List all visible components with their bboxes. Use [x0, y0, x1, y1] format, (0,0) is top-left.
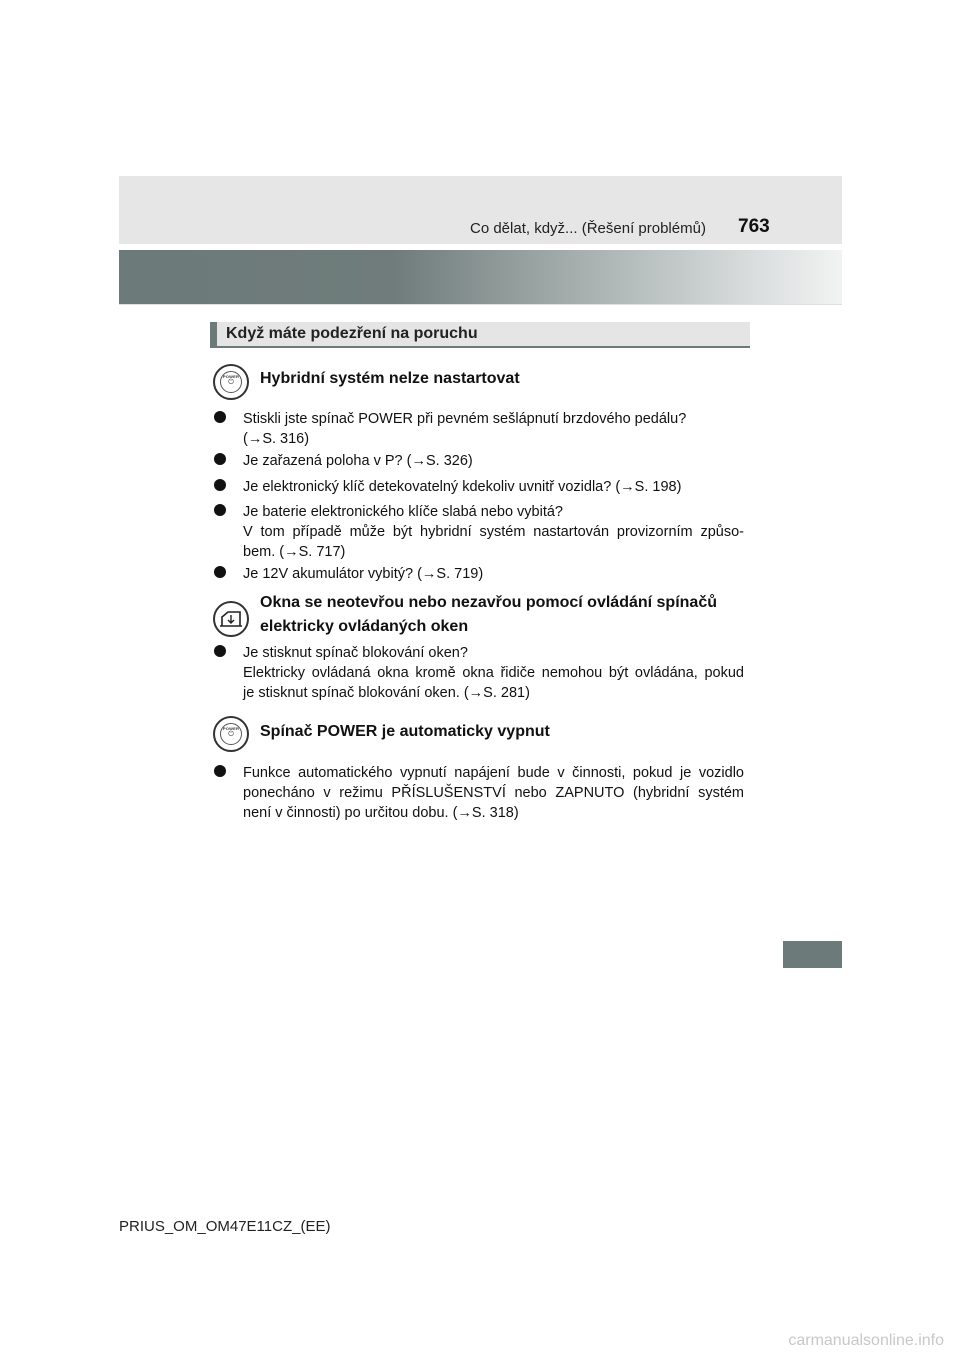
list-item-line: je stisknut spínač blokování oken. (→S. 281) [243, 685, 530, 701]
bullet-icon [214, 566, 226, 578]
power-label: POWER [222, 726, 240, 731]
list-item [214, 451, 744, 471]
list-item-line: Stiskli jste spínač POWER při pevném sešlápnutí brzdového pedálu? [243, 411, 687, 427]
list-item-line: Je elektronický klíč detekovatelný kdekoliv uvnitř vozidla? (→S. 198) [243, 479, 682, 495]
divider [119, 304, 842, 305]
list-item-line: Je zařazená poloha v P? (→S. 326) [243, 453, 473, 469]
document-code: PRIUS_OM_OM47E11CZ_(EE) [119, 1218, 331, 1235]
list-item-line: bem. (→S. 717) [243, 544, 346, 560]
window-switch-glyph [215, 603, 247, 635]
subheading-hybrid-start: Hybridní systém nelze nastartovat [260, 370, 520, 387]
power-button-icon [213, 716, 249, 752]
bullet-icon [214, 453, 226, 465]
list-item-line: Elektricky ovládaná okna kromě okna řidiče nemohou být ovládána, pokud [243, 665, 744, 681]
list-item [214, 477, 744, 497]
power-button-icon [213, 364, 249, 400]
list-item-line: Je baterie elektronického klíče slabá nebo vybitá? [243, 504, 563, 520]
power-symbol-icon: ⏻ [228, 731, 234, 738]
list-item-line: není v činnosti) po určitou dobu. (→S. 318) [243, 805, 519, 821]
watermark: carmanualsonline.info [788, 1332, 944, 1349]
list-item [214, 763, 744, 823]
list-item-line: Je stisknut spínač blokování oken? [243, 645, 468, 661]
section-heading-title: Když máte podezření na poruchu [226, 325, 478, 342]
subheading-window [260, 591, 750, 639]
subheading-line: elektricky ovládaných oken [260, 618, 469, 635]
list-item [214, 409, 744, 449]
power-label: POWER [222, 374, 240, 379]
list-item [214, 643, 744, 703]
list-item-line: (→S. 316) [243, 431, 310, 447]
bullet-icon [214, 504, 226, 516]
section-heading [210, 322, 750, 348]
chapter-title: Co dělat, když... (Řešení problémů) [470, 220, 706, 237]
section-heading-marker [210, 322, 217, 346]
bullet-icon [214, 645, 226, 657]
bullet-icon [214, 411, 226, 423]
bullet-icon [214, 765, 226, 777]
subheading-line: Okna se neotevřou nebo nezavřou pomocí ovládání spínačů [260, 594, 717, 611]
list-item-line: V tom případě může být hybridní systém nastartován provizorním způso- [243, 524, 744, 540]
window-switch-icon [213, 601, 249, 637]
list-item [214, 564, 744, 584]
bullet-icon [214, 479, 226, 491]
power-symbol-icon: ⏻ [228, 379, 234, 386]
subheading-power-off: Spínač POWER je automaticky vypnut [260, 723, 550, 740]
chapter-side-tab [783, 941, 842, 968]
list-item [214, 502, 744, 562]
page-number: 763 [738, 216, 770, 237]
chapter-banner [119, 250, 842, 304]
list-item-line: Je 12V akumulátor vybitý? (→S. 719) [243, 566, 484, 582]
list-item-line: ponecháno v režimu PŘÍSLUŠENSTVÍ nebo ZAPNUTO (hybridní systém [243, 785, 744, 801]
list-item-line: Funkce automatického vypnutí napájení bude v činnosti, pokud je vozidlo [243, 765, 744, 781]
